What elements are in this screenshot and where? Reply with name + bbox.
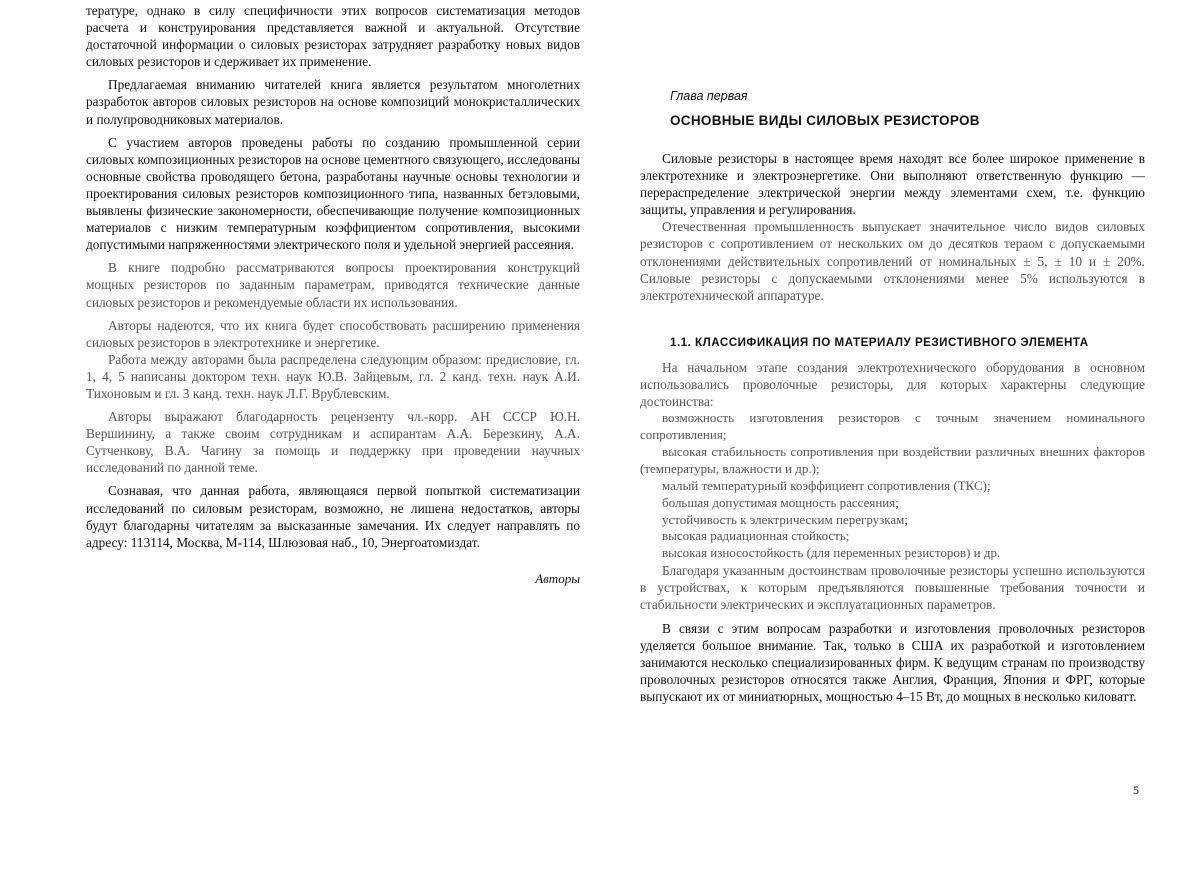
page-number: 5 xyxy=(1133,783,1139,797)
list-item: высокая стабильность сопротивления при воздействии различных внешних факторов (температуры, влажности и др.); xyxy=(640,443,1145,476)
left-page xyxy=(86,0,580,587)
paragraph: С участием авторов проведены работы по созданию промышленной серии силовых композиционных резисторов на основе цементного связующего, исследованы основные свойства проводящего бетона, разработаны научные основы технологии и проектирования силовых резисторов композиционного типа, названных бетэловыми, выявлены физические закономерности, обеспечивающие получение композиционных материалов с низким температурным коэффициентом сопротивления, высокими допустимыми напряженностями электрического поля и удельной энергией рассеяния. xyxy=(86,134,580,253)
right-page xyxy=(640,0,1145,705)
list-item: высокая радиационная стойкость; xyxy=(662,528,850,544)
list-item: малый температурный коэффициент сопротивления (ТКС); xyxy=(662,477,991,493)
paragraph: Авторы надеются, что их книга будет способствовать расширению применения силовых резисторов в электротехнике и энергетике. xyxy=(86,317,580,350)
paragraph: В связи с этим вопросам разработки и изготовления проволочных резисторов уделяется большое внимание. Так, только в США их разработкой и изготовлением занимаются несколько специализированных фирм. К ведущим странам по производству проволочных резисторов относятся также Англия, Франция, Япония и ФРГ, которые выпускают их от миниатюрных, мощностью 4–15 Вт, до мощных в несколько киловатт. xyxy=(640,620,1145,704)
paragraph: тературе, однако в силу специфичности этих вопросов систематизация методов расчета и конструирования представляется важной и актуальной. Отсутствие достаточной информации о силовых резисторах затрудняет разработку новых видов силовых резисторов и сдерживает их применение. xyxy=(86,3,580,70)
list-item: возможность изготовления резисторов с точным значением номинального сопротивления; xyxy=(640,410,1145,443)
list-item: высокая износостойкость (для переменных резисторов) и др. xyxy=(662,545,1001,561)
paragraph: Отечественная промышленность выпускает значительное число видов силовых резисторов с сопротивлением от нескольких ом до десятков тераом с допускаемыми отклонениями действительных сопротивлений от номинальных ± 5, ± 10 и ± 20%. Силовые резисторы с допускаемыми отклонениями менее 5% используются в электротехнической аппаратуре. xyxy=(640,219,1145,303)
chapter-title: ОСНОВНЫЕ ВИДЫ СИЛОВЫХ РЕЗИСТОРОВ xyxy=(670,113,980,128)
paragraph: На начальном этапе создания электротехнического оборудования в основном использовались проволочные резисторы, для которых характерны следующие достоинства: xyxy=(640,359,1145,410)
list-item: устойчивость к электрическим перегрузкам; xyxy=(662,511,909,527)
author-signature: Авторы xyxy=(535,570,580,586)
paragraph: Сознавая, что данная работа, являющаяся первой попыткой систематизации исследований по силовым резисторам, возможно, не лишена недостатков, авторы будут благодарны читателям за высказанные замечания. Их следует направлять по адресу: 113114, Москва, М-114, Шлюзовая наб., 10, Энергоатомиздат. xyxy=(86,483,580,550)
section-title: 1.1. КЛАССИФИКАЦИЯ ПО МАТЕРИАЛУ РЕЗИСТИВНОГО ЭЛЕМЕНТА xyxy=(670,335,1089,349)
list-item: большая допустимая мощность рассеяния; xyxy=(662,494,899,510)
chapter-label: Глава первая xyxy=(670,89,748,103)
paragraph: Силовые резисторы в настоящее время находят все более широкое применение в электротехнике и электроэнергетике. Они выполняют ответственную функцию — перераспределение электрической энергии между элементами схем, т.е. функцию защиты, управления и регулирования. xyxy=(640,151,1145,218)
paragraph: Благодаря указанным достоинствам проволочные резисторы успешно используются в устройствах, к которым предъявляются повышенные требования точности и стабильности электрических и эксплуатационных параметров. xyxy=(640,563,1145,613)
paragraph: Авторы выражают благодарность рецензенту чл.-корр. АН СССР Ю.Н. Вершинину, а также своим сотрудникам и аспирантам А.А. Березкину, А.А. Сутченкову, В.А. Чагину за помощь и поддержку при проведении научных исследований по данной теме. xyxy=(86,409,580,476)
paragraph: В книге подробно рассматриваются вопросы проектирования конструкций мощных резисторов по заданным параметрам, приводятся технические данные силовых резисторов и рекомендуемые области их использования. xyxy=(86,260,580,310)
paragraph: Работа между авторами была распределена следующим образом: предисловие, гл. 1, 4, 5 написаны доктором техн. наук Ю.В. Зайцевым, гл. 2 канд. техн. наук А.И. Тихоновым и гл. 3 канд. техн. наук Л.Г. Врублевским. xyxy=(86,351,580,401)
paragraph: Предлагаемая вниманию читателей книга является результатом многолетних разработок авторов силовых резисторов на основе композиций монокристаллических и полупроводниковых материалов. xyxy=(86,77,580,127)
